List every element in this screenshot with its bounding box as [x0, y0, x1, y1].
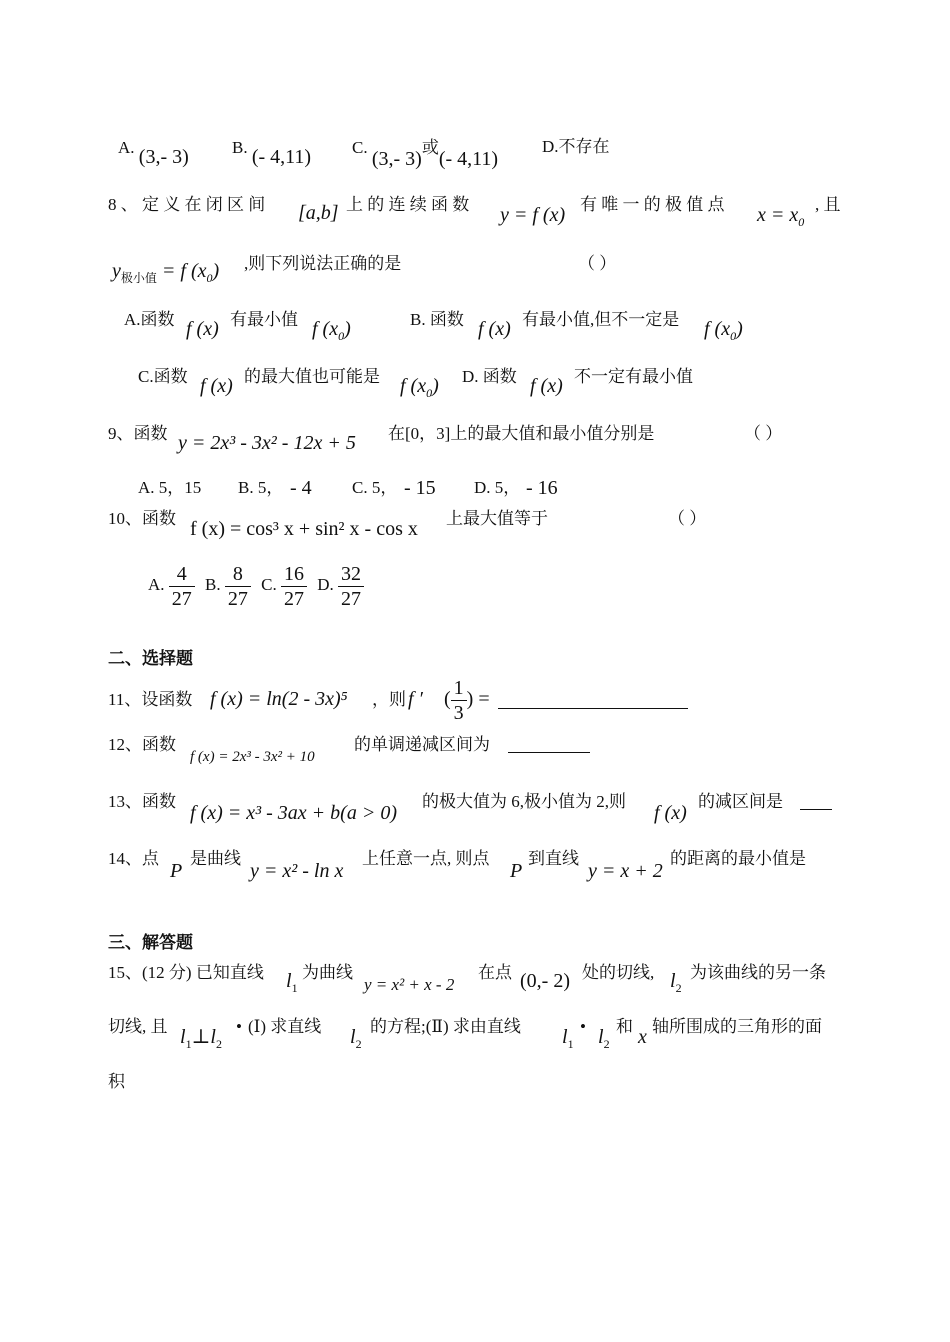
q15-mid1: 为曲线 — [302, 963, 353, 982]
q10-a-den: 27 — [171, 587, 192, 610]
q7-opt-a-math: (3,- 3) — [138, 146, 189, 168]
q12-func: f (x) = 2x³ - 3x² + 10 — [190, 749, 315, 765]
q7-opt-b-math: (- 4,11) — [251, 146, 312, 168]
q8-opt-b-fx: f (x) — [478, 318, 511, 340]
q7-opt-b — [232, 136, 312, 168]
q15-dot1: • — [236, 1017, 242, 1036]
q8-y: y — [112, 260, 121, 282]
q9-opt-b-val: - 4 — [290, 477, 312, 499]
q15-part2-l2-text: l — [598, 1026, 604, 1048]
q15-part2-l1 — [562, 1026, 574, 1055]
q8-opt-b-mid: 有最小值,但不一定是 — [522, 310, 680, 329]
q8-prefix: 8 、 定 义 在 闭 区 间 — [108, 195, 266, 214]
q15-perp-sign: ⊥ — [191, 1026, 211, 1048]
q10-opt-a: A. — [148, 575, 165, 594]
q15-point: (0,- 2) — [520, 970, 570, 992]
q8-line1 — [108, 194, 265, 216]
q8-point — [757, 204, 804, 233]
q15-mid2: 在点 — [478, 963, 512, 982]
q9-func: y = 2x³ - 3x² - 12x + 5 — [178, 432, 356, 454]
q15-line2-pre: 切线, 且 — [108, 1017, 168, 1036]
q8-line2-text: ,则下列说法正确的是 — [244, 254, 402, 273]
q10-opt-b: B. — [205, 575, 221, 594]
q8-point-sub: 0 — [798, 215, 805, 229]
q8-eq-close: ) — [212, 260, 220, 282]
q8-eq: = f (x — [161, 260, 207, 282]
q8-opt-a-sub: 0 — [338, 329, 345, 343]
q13-func: f (x) = x³ - 3ax + b(a > 0) — [190, 802, 397, 824]
q15-perp-l2: l — [210, 1026, 216, 1048]
section-3-heading: 三、解答题 — [108, 933, 193, 952]
q10-d-num: 32 — [338, 562, 364, 587]
q15-l2 — [670, 970, 682, 999]
q11-arg — [444, 674, 490, 725]
q15-mid4: 为该曲线的另一条 — [690, 963, 826, 982]
q8-opt-b-close: ) — [736, 318, 743, 340]
q11-prefix: 11、设函数 — [108, 690, 193, 709]
q15-perp-s1: 1 — [185, 1037, 192, 1051]
q15-prefix: 15、(12 分) 已知直线 — [108, 963, 264, 982]
q15-dot2: • — [580, 1017, 586, 1036]
q15-part1-end: 的方程;(Ⅱ) 求由直线 — [370, 1017, 521, 1036]
q10-opt-d: D. — [317, 575, 334, 594]
q14-p: P — [170, 860, 183, 882]
q11-den: 3 — [453, 701, 464, 724]
q15-part2-l2-sub: 2 — [603, 1037, 610, 1051]
q8-opt-d-pre: D. 函数 — [462, 367, 517, 386]
q15-l2-text: l — [670, 970, 676, 992]
q9-paren: （ ） — [744, 424, 783, 443]
q8-eq-sub: 0 — [206, 271, 213, 285]
q13-fx: f (x) — [654, 802, 687, 824]
q10-c-den: 27 — [283, 587, 304, 610]
q14-p2: P — [510, 860, 523, 882]
q14-mid2: 上任意一点, 则点 — [362, 849, 490, 868]
q8-opt-c-mid: 的最大值也可能是 — [244, 367, 380, 386]
q10-frac-a — [169, 562, 195, 611]
q11-open: ( — [444, 688, 451, 710]
q8-paren: （ ） — [578, 254, 617, 273]
q8-opt-b-sub: 0 — [730, 329, 737, 343]
q10-options — [148, 560, 364, 611]
q7-opt-c-math1: (3,- 3) — [371, 148, 422, 170]
q15-part2-l1-sub: 1 — [567, 1037, 574, 1051]
q8-opt-b-pre: B. 函数 — [410, 310, 464, 329]
q11-func: f (x) = ln(2 - 3x)⁵ — [210, 688, 348, 710]
q8-opt-a-val-text: f (x — [312, 318, 339, 340]
q10-frac-b — [225, 562, 251, 611]
q15-part1-l2-text: l — [350, 1026, 356, 1048]
q13-prefix: 13、函数 — [108, 792, 176, 811]
q7-options — [118, 136, 189, 168]
q8-line2-formula — [112, 260, 219, 289]
q9-opt-b-label: B. 5， — [238, 478, 284, 497]
q15-curve: y = x² + x - 2 — [364, 975, 455, 994]
q8-opt-c-close: ) — [432, 375, 439, 397]
q8-interval: [a,b] — [298, 202, 339, 224]
q7-opt-c-or: 或 — [421, 138, 439, 157]
q15-and: 和 — [616, 1017, 633, 1036]
q13-text2: 的减区间是 — [698, 792, 783, 811]
q8-func: y = f (x) — [500, 204, 566, 226]
q14-line: y = x + 2 — [588, 860, 663, 882]
q7-opt-a-label: A. — [118, 138, 135, 157]
q10-c-num: 16 — [281, 562, 307, 587]
q10-text: 上最大值等于 — [446, 509, 548, 528]
q8-y-sub: 极小值 — [120, 271, 157, 285]
q15-perp-s2: 2 — [215, 1037, 222, 1051]
q15-line3: 积 — [108, 1072, 125, 1091]
q8-opt-c-sub: 0 — [426, 386, 433, 400]
q8-opt-a-fx: f (x) — [186, 318, 219, 340]
q15-part2-l2 — [598, 1026, 610, 1055]
q11-mid: ，则 — [372, 690, 406, 709]
q10-a-num: 4 — [169, 562, 195, 587]
q10-frac-d — [338, 562, 364, 611]
q12-text: 的单调递减区间为 — [354, 735, 490, 754]
q9-opt-c-val: - 15 — [404, 477, 436, 499]
q9-opt-a: A. 5，15 — [138, 478, 202, 497]
q8-mid1: 上 的 连 续 函 数 — [346, 195, 470, 214]
q8-point-text: x = x — [757, 204, 799, 226]
q9-opt-d-val: - 16 — [526, 477, 558, 499]
q8-opt-a-val — [312, 318, 351, 347]
q8-opt-c-fx: f (x) — [200, 375, 233, 397]
q15-part1: (Ⅰ) 求直线 — [248, 1017, 322, 1036]
q7-opt-c-label: C. — [352, 138, 368, 157]
q8-end: , 且 — [815, 195, 841, 214]
q11-answer-blank[interactable] — [498, 690, 688, 709]
q10-opt-c: C. — [261, 575, 277, 594]
q14-mid1: 是曲线 — [190, 849, 241, 868]
q8-opt-d-mid: 不一定有最小值 — [574, 367, 693, 386]
q14-prefix: 14、点 — [108, 849, 159, 868]
q11-num: 1 — [451, 676, 467, 701]
q10-b-den: 27 — [227, 587, 248, 610]
q8-opt-c-val — [400, 375, 439, 404]
q15-x: x — [638, 1026, 647, 1048]
section-2-heading: 二、选择题 — [108, 649, 193, 668]
q15-mid3: 处的切线, — [582, 963, 655, 982]
q15-part1-l2-sub: 2 — [355, 1037, 362, 1051]
q8-mid2: 有 唯 一 的 极 值 点 — [580, 195, 725, 214]
q15-l2-sub: 2 — [675, 981, 682, 995]
q7-opt-c — [352, 136, 499, 170]
q14-curve: y = x² - ln x — [250, 860, 344, 882]
q8-opt-a-pre: A.函数 — [124, 310, 175, 329]
q10-prefix: 10、函数 — [108, 509, 176, 528]
q13-text: 的极大值为 6,极小值为 2,则 — [422, 792, 626, 811]
q7-opt-c-math2: (- 4,11) — [438, 148, 499, 170]
q8-opt-a-mid: 有最小值 — [230, 310, 298, 329]
q15-l1-text: l — [286, 970, 292, 992]
q14-end: 的距离的最小值是 — [670, 849, 806, 868]
q9-prefix: 9、函数 — [108, 424, 168, 443]
q11-deriv: f ′ — [408, 688, 423, 710]
q15-perp-l1: l — [180, 1026, 186, 1048]
q8-opt-b-val — [704, 318, 743, 347]
q10-func: f (x) = cos³ x + sin² x - cos x — [190, 518, 418, 540]
q10-b-num: 8 — [225, 562, 251, 587]
q8-opt-c-pre: C.函数 — [138, 367, 188, 386]
q15-perp — [180, 1026, 222, 1055]
q10-d-den: 27 — [341, 587, 361, 610]
q12-answer-blank[interactable] — [508, 734, 590, 753]
q9-opt-c-label: C. 5， — [352, 478, 398, 497]
q8-opt-c-val-text: f (x — [400, 375, 427, 397]
q8-opt-a-close: ) — [344, 318, 351, 340]
q15-part2-l1-text: l — [562, 1026, 568, 1048]
q12-prefix: 12、函数 — [108, 735, 176, 754]
q11-frac — [451, 676, 467, 725]
q15-part2-end: 轴所围成的三角形的面 — [652, 1017, 822, 1036]
q7-opt-b-label: B. — [232, 138, 248, 157]
q15-l1-sub: 1 — [291, 981, 298, 995]
q14-mid3: 到直线 — [528, 849, 579, 868]
q8-opt-b-val-text: f (x — [704, 318, 731, 340]
q9-text: 在[0，3]上的最大值和最小值分别是 — [388, 424, 655, 443]
q10-paren: （ ） — [668, 509, 707, 528]
q10-frac-c — [281, 562, 307, 611]
q15-l1 — [286, 970, 298, 999]
q11-close: ) = — [466, 688, 490, 710]
q8-opt-d-fx: f (x) — [530, 375, 563, 397]
q9-opt-d-label: D. 5， — [474, 478, 521, 497]
q15-part1-l2 — [350, 1026, 362, 1055]
q7-opt-d: D.不存在 — [542, 137, 610, 156]
q13-answer-blank[interactable] — [800, 791, 832, 810]
